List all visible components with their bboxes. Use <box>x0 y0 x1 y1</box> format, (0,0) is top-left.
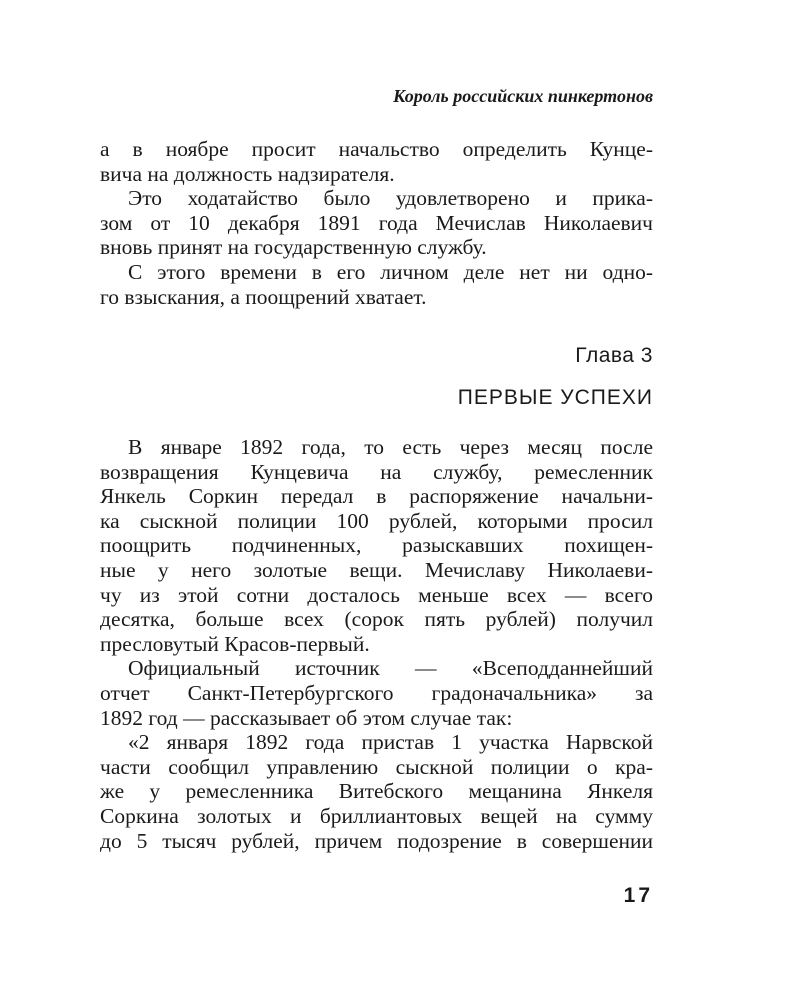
text-line: зом от 10 декабря 1891 года Мечислав Николаевич <box>100 210 653 235</box>
chapter-body-text <box>100 435 653 853</box>
text-line: десятка, больше всех (сорок пять рублей) получил <box>100 607 653 632</box>
text-line: чу из этой сотни досталось меньше всех — всего <box>100 582 653 607</box>
text-line: вича на должность надзирателя. <box>100 161 395 186</box>
text-line: части сообщил управлению сыскной полиции о кра- <box>100 754 653 779</box>
running-header: Король российских пинкертонов <box>393 86 653 106</box>
text-line: Это ходатайство было удовлетворено и прика- <box>128 186 653 211</box>
text-line: «2 января 1892 года пристав 1 участка Нарвской <box>128 730 653 755</box>
text-line: В январе 1892 года, то есть через месяц после <box>128 435 653 459</box>
text-line: ка сыскной полиции 100 рублей, которыми просил <box>100 508 653 533</box>
text-line: до 5 тысяч рублей, причем подозрение в совершении <box>100 828 653 853</box>
text-line: го взыскания, а поощрений хватает. <box>100 284 427 309</box>
text-line: Официальный источник — «Всеподданнейший <box>128 656 653 681</box>
chapter-title: ПЕРВЫЕ УСПЕХИ <box>457 386 653 409</box>
text-line: поощрить подчиненных, разыскавших похищен- <box>100 533 653 558</box>
text-line: вновь принят на государственную службу. <box>100 235 487 260</box>
text-line: же у ремесленника Витебского мещанина Янкеля <box>100 779 653 804</box>
intro-text <box>100 137 653 309</box>
page-number: 17 <box>623 884 653 907</box>
text-line: Янкель Соркин передал в распоряжение начальни- <box>100 484 653 509</box>
text-line: возвращения Кунцевича на службу, ремесленник <box>100 459 653 484</box>
text-line: пресловутый Красов-первый. <box>100 631 370 656</box>
text-line: ные у него золотые вещи. Мечиславу Николаеви- <box>100 557 653 582</box>
text-line: Соркина золотых и бриллиантовых вещей на сумму <box>100 803 653 828</box>
chapter-label: Глава 3 <box>575 344 653 367</box>
text-line: 1892 год — рассказывает об этом случае так: <box>100 705 513 730</box>
text-line: С этого времени в его личном деле нет ни одно- <box>128 259 653 284</box>
text-line: а в ноябре просит начальство определить Кунце- <box>100 137 653 161</box>
text-line: отчет Санкт-Петербургского градоначальника» за <box>100 680 653 705</box>
